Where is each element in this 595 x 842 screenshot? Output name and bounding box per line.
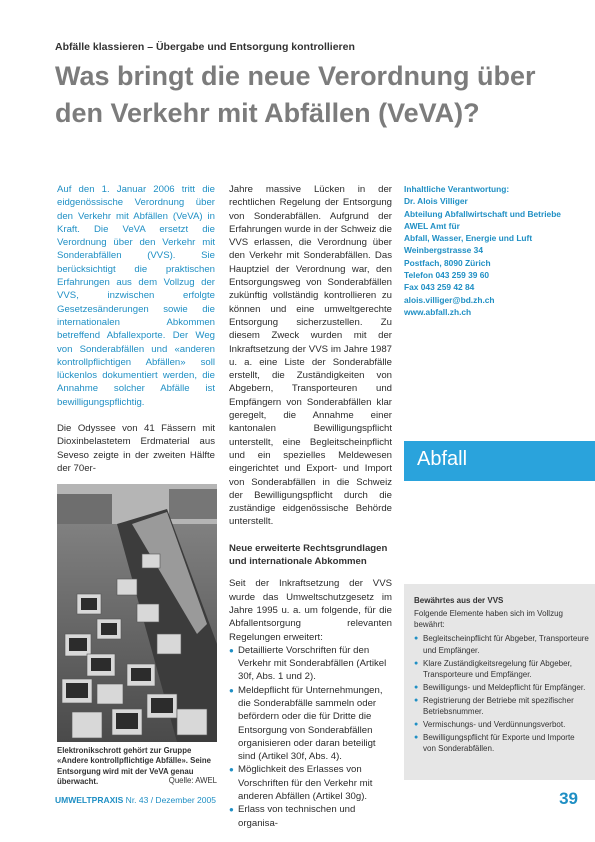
office-full: Abfall, Wasser, Energie und Luft: [404, 233, 533, 244]
fax: Fax 043 259 42 84: [404, 282, 475, 293]
list-item: ● Erlass von technischen und organisa-: [229, 803, 392, 830]
column2: [229, 183, 392, 830]
list-item: ● Detaillierte Vorschriften für den Verkehr mit Sonderabfällen (Artikel 30f, Abs. 1 und 2).: [229, 644, 392, 684]
photo-source: Quelle: AWEL: [168, 776, 217, 785]
list-item: ● Meldepflicht für Unternehmungen, die Sonderabfälle sammeln oder befördern oder die für Dritte die Entsorgung von Sonderabfällen organisieren oder daran beteiligt sind (Artikel 30f, Abs. 4).: [229, 684, 392, 764]
magazine-name: UMWELTPRAXIS: [55, 795, 124, 805]
postal-address: Postfach, 8090 Zürich: [404, 257, 491, 268]
office: AWEL Amt für: [404, 220, 460, 231]
list-item: ● Bewilligungspflicht für Exporte und Importe von Sonderabfällen.: [414, 732, 589, 755]
phone: Telefon 043 259 39 60: [404, 270, 490, 281]
bullet-list: [229, 644, 392, 830]
column2-paragraph-2: Seit der Inkraftsetzung der VVS wurde das Umweltschutzgesetz im Jahre 1995 u. a. um folgende, für die Abfallentsorgung relevanten Regelungen erweitert:: [229, 578, 392, 643]
email-link[interactable]: alois.villiger@bd.zh.ch: [404, 294, 495, 305]
infobox-title: Bewährtes aus der VVS: [414, 596, 504, 605]
list-item: ● Begleitscheinpflicht für Abgeber, Transporteure und Empfänger.: [414, 633, 589, 656]
department: Abteilung Abfallwirtschaft und Betriebe: [404, 208, 561, 219]
responsible-person: Dr. Alois Villiger: [404, 196, 468, 207]
section-label: Abfall: [417, 448, 468, 470]
website-link[interactable]: www.abfall.zh.ch: [404, 306, 472, 317]
street-address: Weinbergstrasse 34: [404, 245, 483, 256]
list-item: ● Klare Zuständigkeitsregelung für Abgeber, Transporteure und Empfänger.: [414, 658, 589, 681]
page-number: 39: [559, 789, 578, 808]
column1-text: Die Odyssee von 41 Fässern mit Dioxinbelastetem Erdmaterial aus Seveso zeigte in der zweiten Hälfte der 70er-: [57, 423, 215, 474]
footer: [55, 795, 216, 805]
issue-info: Nr. 43 / Dezember 2005: [123, 795, 216, 805]
list-item: ● Vermischungs- und Verdünnungsverbot.: [414, 719, 589, 731]
list-item: ● Bewilligungs- und Meldepflicht für Empfänger.: [414, 682, 589, 694]
responsibility-block: [404, 183, 584, 318]
page-title: Was bringt die neue Verordnung über den Verkehr mit Abfällen (VeVA)?: [55, 61, 536, 128]
photo-caption: Elektronikschrott gehört zur Gruppe «Andere kontrollpflichtige Abfälle». Seine Entsorgung wird mit der VeVA genau überwacht.: [57, 746, 211, 786]
section-subheading: Neue erweiterte Rechtsgrundlagen und internationale Abkommen: [229, 542, 388, 568]
responsibility-heading: Inhaltliche Verantwortung:: [404, 184, 510, 194]
infobox-intro: Folgende Elemente haben sich im Vollzug bewährt:: [414, 608, 563, 630]
overline: Abfälle klassieren – Übergabe und Entsorgung kontrollieren: [55, 41, 355, 53]
list-item: ● Möglichkeit des Erlasses von Vorschriften für den Verkehr mit anderen Abfällen (Artikel 30g).: [229, 763, 392, 803]
infobox-list: [414, 633, 589, 755]
lead-paragraph: Auf den 1. Januar 2006 tritt die eidgenössische Verordnung über den Verkehr mit Abfällen (VeVA) in Kraft. Die VeVA ersetzt die Verordnung über den Verkehr mit Sonderabfällen (VVS). Sie berücksichtigt die praktischen Erfahrungen aus dem Vollzug der VVS, inzwischen erfolgte Gesetzesänderungen sowie die internationalen Abkommen betreffend Abfallexporte. Der Weg von Sonderabfällen und «anderen kontrollpflichtigen Abfällen» soll lückenlos dokumentiert werden, die Annahme solcher Abfälle ist bewilligungspflichtig.: [57, 184, 215, 408]
list-item: ● Registrierung der Betriebe mit spezifischer Betriebsnummer.: [414, 695, 589, 718]
photo-electronic-scrap: [57, 484, 217, 742]
infobox: [414, 595, 589, 756]
column2-paragraph: Jahre massive Lücken in der rechtlichen Regelung der Entsorgung von Sonderabfällen. Aufgrund der Erfahrungen wurde in der Schweiz die VVS erlassen, die Verordnung über den Verkehr mit Sonderabfällen. Das Hauptziel der Verordnung war, den Entsorgungsweg von Sonderabfällen zukünftig vollständig kontrollieren zu können und eine umweltgerechte Entsorgung sicherzustellen. Zu diesem Zweck wurden mit der Inkraftsetzung der VVS im Jahre 1987 u. a. eine Liste der Sonderabfälle erstellt, die Zuständigkeiten von Abgebern, Transporteuren und Empfängern von Sonderabfällen klar geregelt, die Annahme einer kantonalen Bewilligungspflicht unterstellt, eine Begleitscheinpflicht und ein spezielles Meldewesen eingerichtet und Export- und Import von Sonderabfällen in die Schweiz der Bewilligungspflicht durch die zuständige eidgenössische Behörde unterstellt.: [229, 184, 392, 528]
photo-illustration: [57, 484, 217, 742]
